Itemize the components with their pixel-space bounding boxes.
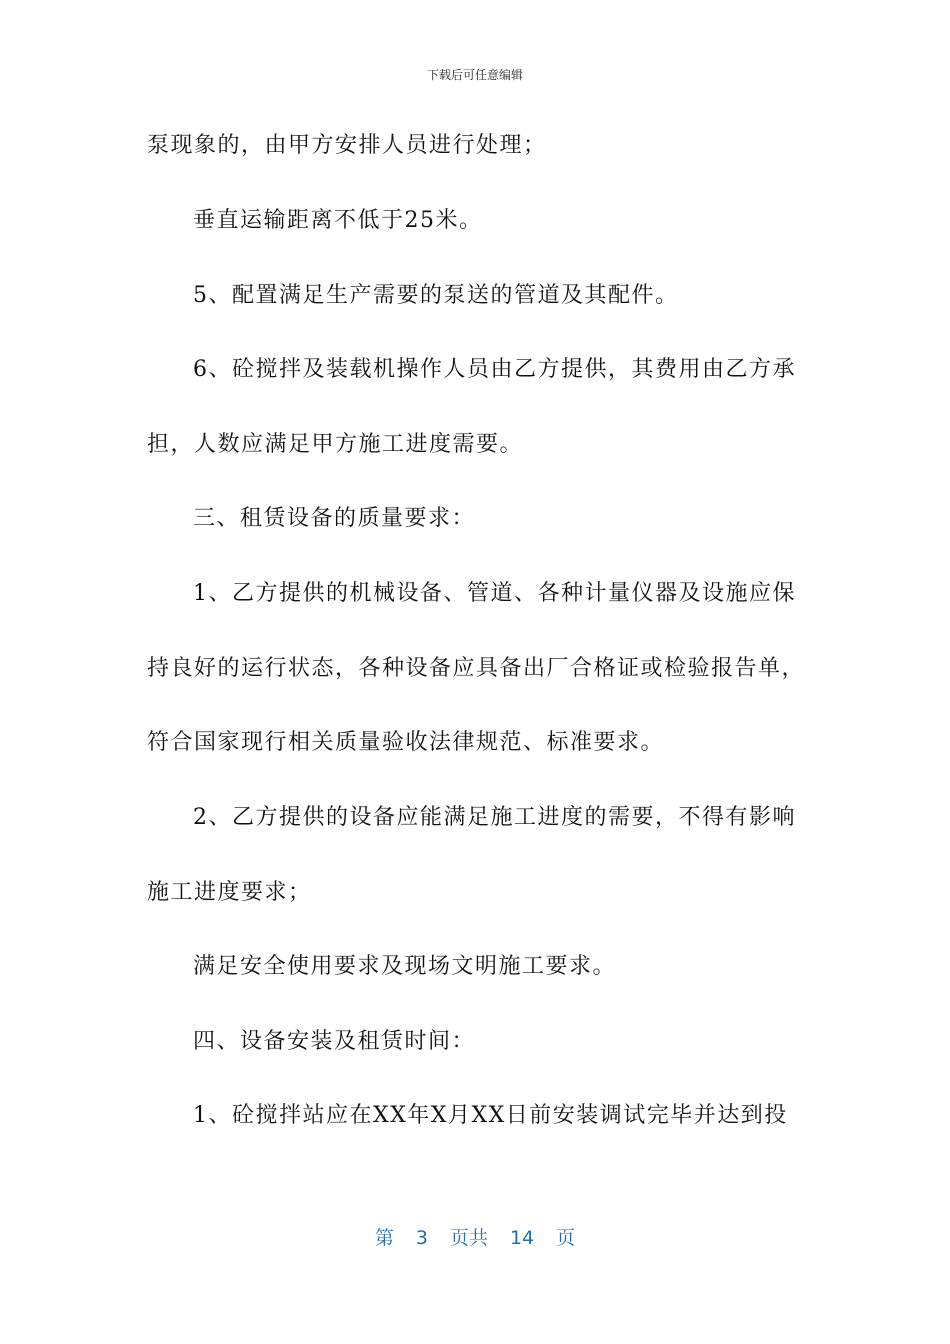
paragraph-line: 持良好的运行状态，各种设备应具备出厂合格证或检验报告单， bbox=[147, 656, 806, 681]
section-heading: 三、租赁设备的质量要求： bbox=[193, 506, 476, 531]
footer-total-pages: 14 bbox=[509, 1227, 535, 1249]
paragraph-line: 6、砼搅拌及装载机操作人员由乙方提供，其费用由乙方承 bbox=[193, 357, 796, 382]
section-heading: 四、设备安装及租赁时间： bbox=[193, 1029, 476, 1054]
footer-prefix: 第 bbox=[374, 1227, 394, 1249]
paragraph-line: 2、乙方提供的设备应能满足施工进度的需要，不得有影响 bbox=[193, 805, 796, 830]
footer-suffix: 页 bbox=[556, 1227, 576, 1249]
footer-page-number: 3 bbox=[415, 1227, 428, 1249]
footer-middle: 页共 bbox=[449, 1227, 488, 1249]
paragraph-line: 担，人数应满足甲方施工进度需要。 bbox=[147, 432, 524, 457]
paragraph-line: 1、砼搅拌站应在XX年X月XX日前安装调试完毕并达到投 bbox=[193, 1103, 788, 1128]
page-footer bbox=[0, 1225, 950, 1251]
header-note: 下载后可任意编辑 bbox=[426, 68, 523, 82]
paragraph-line: 1、乙方提供的机械设备、管道、各种计量仪器及设施应保 bbox=[193, 581, 796, 606]
paragraph-line: 施工进度要求； bbox=[147, 880, 312, 905]
paragraph-line: 满足安全使用要求及现场文明施工要求。 bbox=[193, 954, 617, 979]
paragraph-line: 符合国家现行相关质量验收法律规范、标准要求。 bbox=[147, 730, 665, 755]
paragraph-line: 5、配置满足生产需要的泵送的管道及其配件。 bbox=[193, 283, 679, 308]
paragraph-line: 泵现象的，由甲方安排人员进行处理； bbox=[147, 133, 547, 158]
paragraph-line: 垂直运输距离不低于25米。 bbox=[193, 208, 483, 233]
